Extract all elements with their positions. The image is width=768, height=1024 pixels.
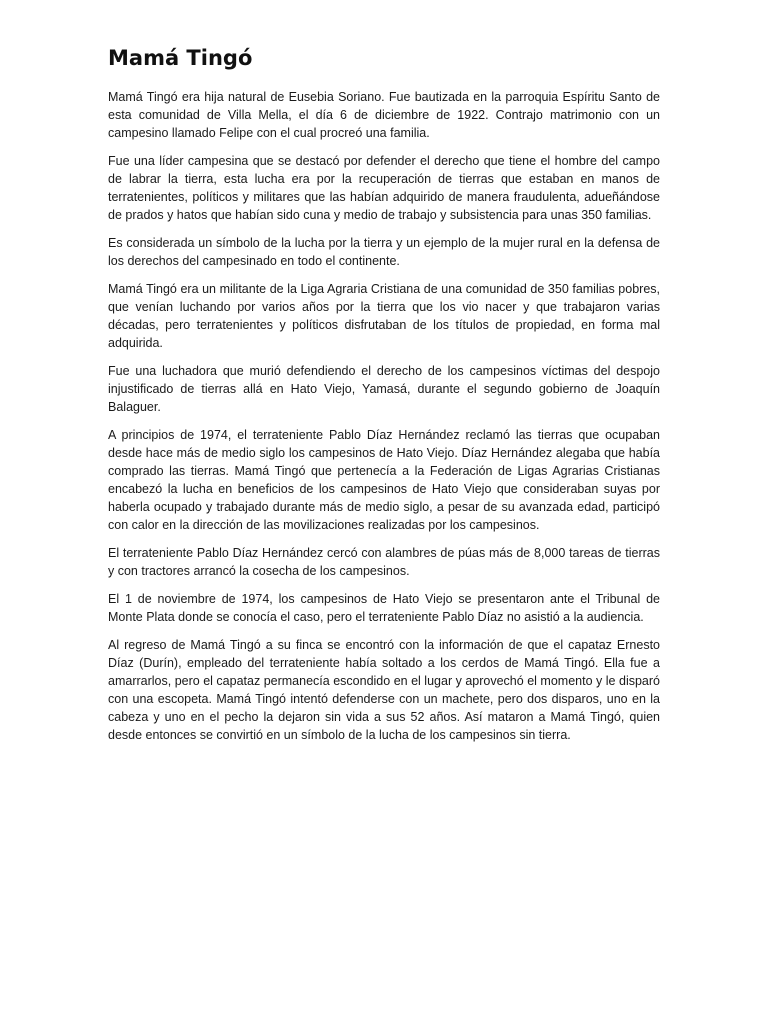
paragraph-4: Mamá Tingó era un militante de la Liga Agraria Cristiana de una comunidad de 350 familias pobres, que venían luchando por varios años por la tierra que los vio nacer y que trabajaron varias décadas, pero terratenientes y políticos disfrutaban de los títulos de propiedad, en forma mal adquirida. (108, 282, 660, 350)
paragraph-5: Fue una luchadora que murió defendiendo el derecho de los campesinos víctimas del despojo injustificado de tierras allá en Hato Viejo, Yamasá, durante el segundo gobierno de Joaquín Balaguer. (108, 364, 660, 414)
document-title: Mamá Tingó (108, 46, 253, 70)
paragraph-8: El 1 de noviembre de 1974, los campesinos de Hato Viejo se presentaron ante el Tribunal de Monte Plata donde se conocía el caso, pero el terrateniente Pablo Díaz no asistió a la audiencia. (108, 592, 660, 624)
paragraph-6: A principios de 1974, el terrateniente Pablo Díaz Hernández reclamó las tierras que ocupaban desde hace más de medio siglo los campesinos de Hato Viejo. Díaz Hernández alegaba que había comprado las tierras. Mamá Tingó que pertenecía a la Federación de Ligas Agrarias Cristianas encabezó la lucha en beneficios de los campesinos de Hato Viejo que consideraban suyas por haberla ocupado y trabajado durante más de medio siglo, a pesar de su avanzada edad, participó con calor en la dirección de las movilizaciones realizadas por los campesinos. (108, 428, 660, 532)
paragraph-2: Fue una líder campesina que se destacó por defender el derecho que tiene el hombre del campo de labrar la tierra, esta lucha era por la recuperación de tierras que estaban en manos de terratenientes, políticos y militares que las habían adquirido de manera fraudulenta, adueñándose de prados y hatos que habían sido cuna y medio de trabajo y subsistencia para unas 350 familias. (108, 154, 660, 222)
paragraph-3: Es considerada un símbolo de la lucha por la tierra y un ejemplo de la mujer rural en la defensa de los derechos del campesinado en todo el continente. (108, 236, 660, 268)
document-page (108, 44, 660, 754)
paragraph-1: Mamá Tingó era hija natural de Eusebia Soriano. Fue bautizada en la parroquia Espíritu Santo de esta comunidad de Villa Mella, el día 6 de diciembre de 1922. Contrajo matrimonio con un campesino llamado Felipe con el cual procreó una familia. (108, 90, 660, 140)
paragraph-9: Al regreso de Mamá Tingó a su finca se encontró con la información de que el capataz Ernesto Díaz (Durín), empleado del terrateniente había soltado a los cerdos de Mamá Tingó. Ella fue a amarrarlos, pero el capataz permanecía escondido en el lugar y aprovechó el momento y le disparó con una escopeta. Mamá Tingó intentó defenderse con un machete, pero dos disparos, uno en la cabeza y uno en el pecho la dejaron sin vida a sus 52 años. Así mataron a Mamá Tingó, quien desde entonces se convirtió en un símbolo de la lucha de los campesinos sin tierra. (108, 638, 660, 742)
paragraph-7: El terrateniente Pablo Díaz Hernández cercó con alambres de púas más de 8,000 tareas de tierras y con tractores arrancó la cosecha de los campesinos. (108, 546, 660, 578)
